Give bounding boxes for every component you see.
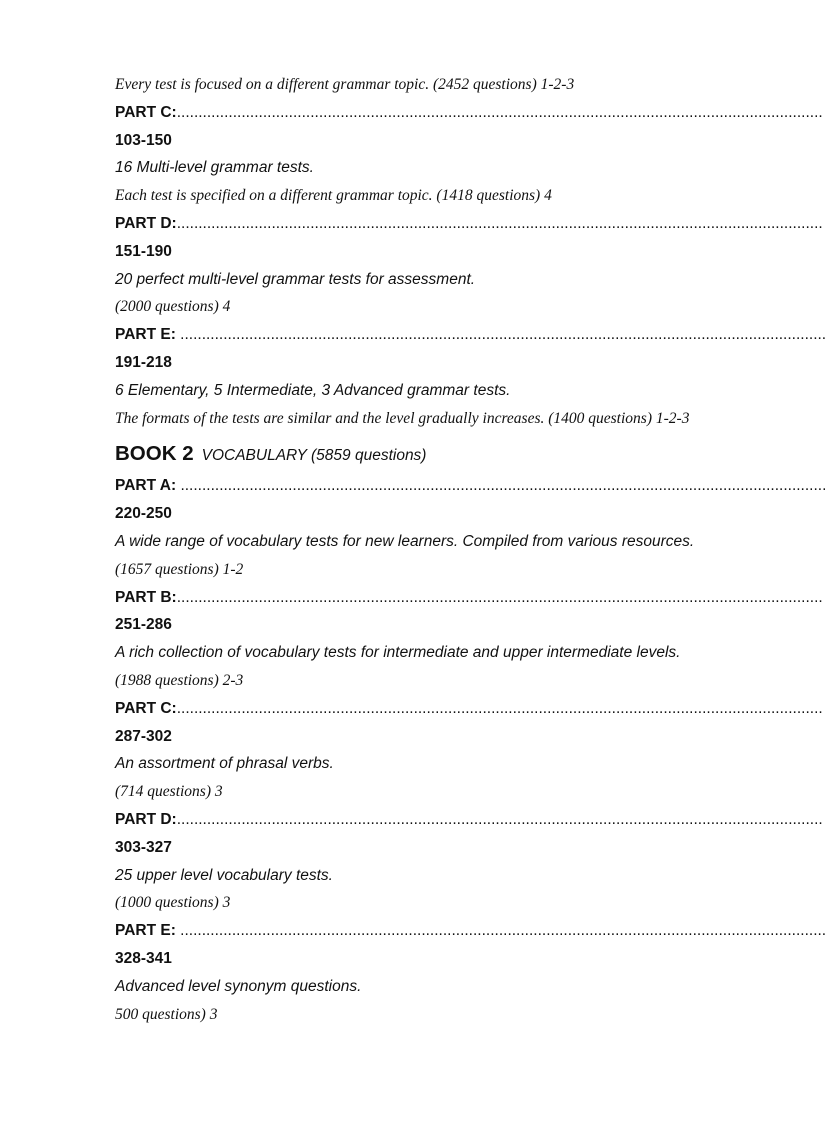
- part-note: (714 questions) 3: [115, 783, 223, 801]
- dot-leader: ......................................................................................................................................................: [180, 477, 826, 495]
- part-note: (1988 questions) 2-3: [115, 671, 244, 689]
- part-heading: [115, 99, 823, 127]
- page-range: 103-150: [115, 131, 172, 149]
- part-heading: [115, 210, 823, 238]
- part-description: 6 Elementary, 5 Intermediate, 3 Advanced grammar tests.: [115, 381, 511, 399]
- part-description: A wide range of vocabulary tests for new learners. Compiled from various resources.: [115, 532, 695, 550]
- book-title: BOOK 2: [115, 442, 194, 466]
- dot-leader: ......................................................................................................................................................: [176, 588, 823, 606]
- part-label: PART E:: [115, 922, 181, 940]
- book-subtitle: VOCABULARY (5859 questions): [201, 447, 427, 465]
- page-range: 151-190: [115, 242, 172, 260]
- part-label: PART E:: [115, 326, 181, 344]
- page-range: 287-302: [115, 727, 172, 745]
- book2-part-d: [115, 806, 823, 917]
- part-note: Each test is specified on a different grammar topic. (1418 questions) 4: [115, 187, 552, 205]
- dot-leader: ......................................................................................................................................................: [180, 326, 826, 344]
- part-heading: [115, 584, 823, 612]
- dot-leader: ......................................................................................................................................................: [180, 922, 826, 940]
- part-description: 20 perfect multi-level grammar tests for assessment.: [115, 270, 476, 288]
- book2-part-e: [115, 917, 826, 1028]
- dot-leader: ......................................................................................................................................................: [176, 810, 823, 828]
- book1-part-c: [115, 99, 823, 210]
- book2-part-c: [115, 695, 823, 806]
- dot-leader: ......................................................................................................................................................: [176, 214, 823, 232]
- part-description: 25 upper level vocabulary tests.: [115, 866, 333, 884]
- part-heading: [115, 917, 826, 945]
- part-description: An assortment of phrasal verbs.: [115, 755, 334, 773]
- page-range: 251-286: [115, 616, 172, 634]
- part-label: PART B:: [115, 588, 177, 606]
- document-page: [115, 71, 826, 1028]
- book2-part-a: [115, 472, 826, 583]
- part-note: (2000 questions) 4: [115, 298, 231, 316]
- dot-leader: ......................................................................................................................................................: [176, 699, 823, 717]
- page-range: 191-218: [115, 353, 172, 371]
- part-heading: [115, 695, 823, 723]
- grammar-topic-note: Every test is focused on a different grammar topic. (2452 questions) 1-2-3: [115, 76, 575, 93]
- part-label: PART C:: [115, 699, 177, 717]
- part-description: 16 Multi-level grammar tests.: [115, 159, 314, 177]
- part-label: PART A:: [115, 477, 181, 495]
- part-note: The formats of the tests are similar and the level gradually increases. (1400 questions) 1-2-3: [115, 409, 690, 427]
- part-note: (1657 questions) 1-2: [115, 560, 244, 578]
- part-note: 500 questions) 3: [115, 1005, 218, 1023]
- part-label: PART C:: [115, 103, 177, 121]
- page-range: 303-327: [115, 838, 172, 856]
- part-description: Advanced level synonym questions.: [115, 977, 362, 995]
- part-heading: [115, 472, 826, 500]
- part-heading: [115, 321, 826, 349]
- book1-part-e: [115, 321, 826, 432]
- book1-part-d: [115, 210, 823, 321]
- part-description: A rich collection of vocabulary tests for intermediate and upper intermediate levels.: [115, 644, 681, 662]
- page-range: 220-250: [115, 505, 172, 523]
- part-note: (1000 questions) 3: [115, 894, 231, 912]
- book2-part-b: [115, 584, 823, 695]
- book2-heading: [115, 434, 735, 470]
- dot-leader: ......................................................................................................................................................: [176, 103, 823, 121]
- part-label: PART D:: [115, 214, 177, 232]
- page-range: 328-341: [115, 949, 172, 967]
- part-label: PART D:: [115, 810, 177, 828]
- part-heading: [115, 806, 823, 834]
